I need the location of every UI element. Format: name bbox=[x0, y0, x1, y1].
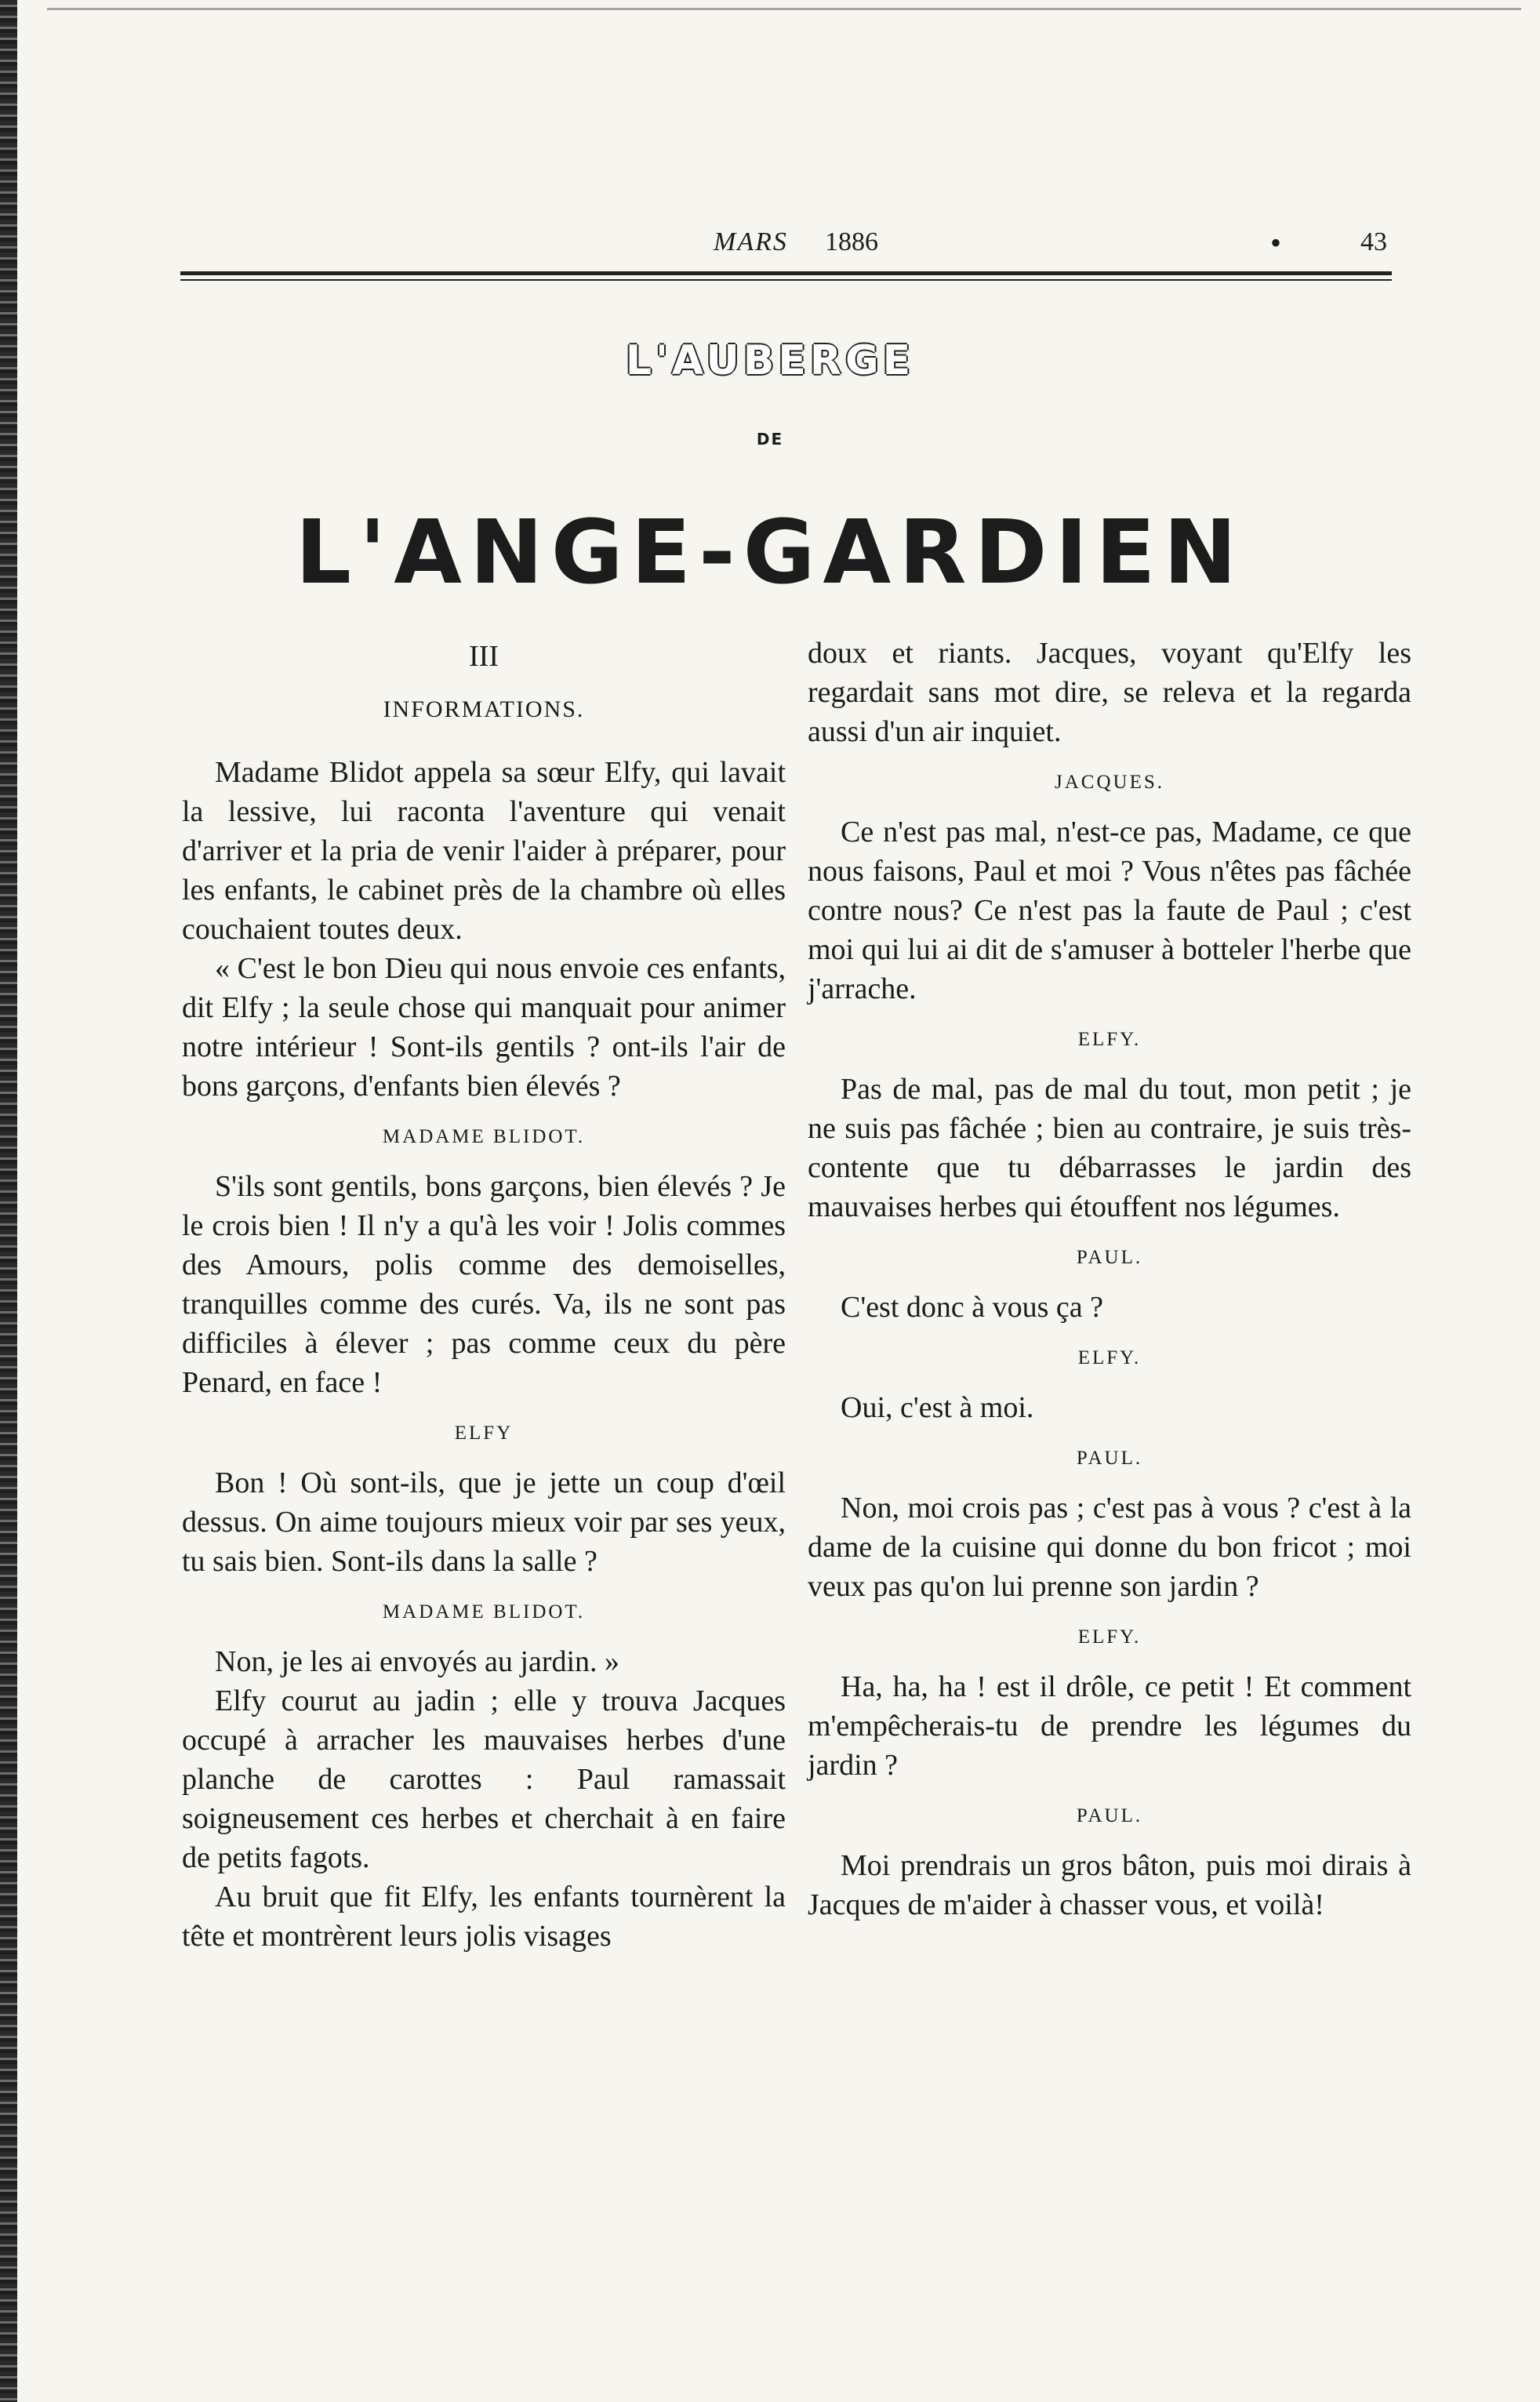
right-column bbox=[808, 634, 1411, 1924]
header-rule-thin bbox=[180, 279, 1392, 281]
header-year: 1886 bbox=[825, 227, 878, 256]
paragraph: Oui, c'est à moi. bbox=[841, 1391, 1034, 1424]
header-rule-thick bbox=[180, 271, 1392, 275]
title-line-2: DE bbox=[756, 430, 784, 449]
right-column-body bbox=[808, 634, 1411, 1924]
paragraph: Au bruit que fit Elfy, les enfants tournèrent la tête et montrèrent leurs jolis visages bbox=[182, 1881, 786, 1953]
speaker-label: PAUL. bbox=[1076, 1448, 1143, 1469]
left-column-body bbox=[182, 753, 786, 1956]
title-line-3: L'ANGE-GARDIEN bbox=[295, 502, 1245, 604]
paragraph: Non, je les ai envoyés au jardin. » bbox=[215, 1645, 620, 1678]
speaker-label: ELFY. bbox=[1077, 1347, 1142, 1368]
speaker-label: PAUL. bbox=[1076, 1805, 1143, 1826]
speaker-label: ELFY bbox=[454, 1423, 514, 1444]
speaker-label: ELFY. bbox=[1077, 1626, 1142, 1648]
paragraph: Madame Blidot appela sa sœur Elfy, qui lavait la lessive, lui raconta l'aventure qui venait d'arriver et la pria de venir l'aider à préparer, pour les enfants, le cabinet près de la chambre où elles couchaient toutes deux. bbox=[182, 756, 786, 946]
paragraph: Non, moi crois pas ; c'est pas à vous ? c'est à la dame de la cuisine qui donne du bon fricot ; moi veux pas qu'on lui prenne son jardin ? bbox=[808, 1492, 1411, 1603]
page-number: 43 bbox=[1360, 227, 1387, 256]
paragraph: C'est donc à vous ça ? bbox=[841, 1291, 1104, 1324]
speaker-label: JACQUES. bbox=[1055, 772, 1164, 793]
paragraph: Bon ! Où sont-ils, que je jette un coup d'œil dessus. On aime toujours mieux voir par ses yeux, tu sais bien. Sont-ils dans la salle ? bbox=[182, 1466, 786, 1578]
speaker-label: PAUL. bbox=[1076, 1247, 1143, 1268]
speaker-label: MADAME BLIDOT. bbox=[382, 1601, 586, 1623]
paragraph: Ha, ha, ha ! est il drôle, ce petit ! Et comment m'empêcherais-tu de prendre les légumes du jardin ? bbox=[808, 1670, 1411, 1782]
running-head bbox=[180, 224, 1392, 267]
chapter-heading: INFORMATIONS. bbox=[383, 696, 585, 722]
paragraph: doux et riants. Jacques, voyant qu'Elfy les regardait sans mot dire, se releva et la regarda aussi d'un air inquiet. bbox=[808, 637, 1411, 748]
speaker-label: ELFY. bbox=[1077, 1029, 1142, 1050]
paragraph: Moi prendrais un gros bâton, puis moi dirais à Jacques de m'aider à chasser vous, et voilà! bbox=[808, 1849, 1411, 1921]
header-month: MARS bbox=[714, 227, 788, 256]
ink-dot: • bbox=[1270, 225, 1282, 260]
left-column bbox=[182, 634, 786, 1956]
speaker-label: MADAME BLIDOT. bbox=[382, 1126, 586, 1147]
paragraph: Pas de mal, pas de mal du tout, mon petit ; je ne suis pas fâchée ; bien au contraire, je suis très-contente que tu débarrasses le jardin des mauvaises herbes qui étouffent nos légumes. bbox=[808, 1073, 1411, 1223]
paragraph: Ce n'est pas mal, n'est-ce pas, Madame, ce que nous faisons, Paul et moi ? Vous n'êtes pas fâchée contre nous? Ce n'est pas la faute de Paul ; c'est moi qui lui ai dit de s'amuser à botteler l'herbe que j'arrache. bbox=[808, 816, 1411, 1005]
chapter-number: III bbox=[469, 640, 499, 673]
paragraph: Elfy courut au jadin ; elle y trouva Jacques occupé à arracher les mauvaises herbes d'une planche de carottes : Paul ramassait soigneusement ces herbes et cherchait à en faire de petits fagots. bbox=[182, 1684, 786, 1874]
paragraph: S'ils sont gentils, bons garçons, bien élevés ? Je le crois bien ! Il n'y a qu'à les voir ! Jolis commes des Amours, polis comme des demoiselles, tranquilles comme des curés. Va, ils ne sont pas difficiles à élever ; pas comme ceux du père Penard, en face ! bbox=[182, 1170, 786, 1399]
title-line-1: L'AUBERGE bbox=[625, 337, 915, 384]
page-top-edge bbox=[47, 8, 1521, 10]
paragraph: « C'est le bon Dieu qui nous envoie ces enfants, dit Elfy ; la seule chose qui manquait pour animer notre intérieur ! Sont-ils gentils ? ont-ils l'air de bons garçons, d'enfants bien élevés ? bbox=[182, 952, 786, 1103]
